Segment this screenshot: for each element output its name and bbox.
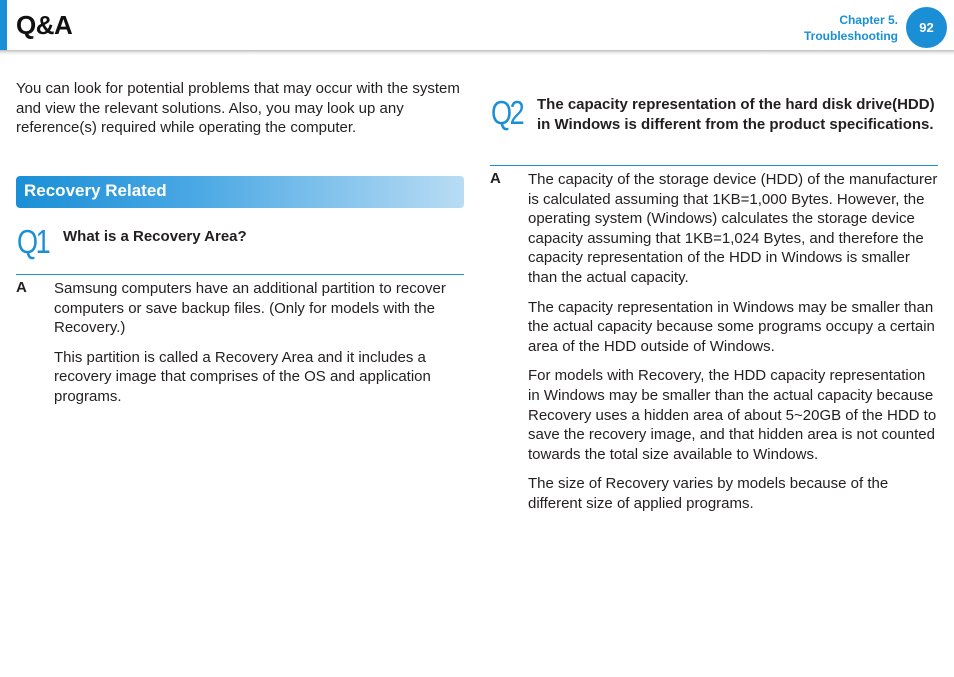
q2-answer-paragraph: The capacity representation in Windows may be smaller than the actual capacity because some programs occupy a certain area of the HDD outside of Windows. bbox=[528, 298, 935, 355]
page-number-badge: 92 bbox=[906, 7, 947, 48]
q1-answer-paragraph: This partition is called a Recovery Area and it includes a recovery image that comprises of the OS and application programs. bbox=[54, 348, 431, 405]
chapter-name: Troubleshooting bbox=[804, 29, 898, 43]
header-divider bbox=[0, 50, 954, 55]
q1-answer-paragraph: Samsung computers have an additional partition to recover computers or save backup files. (Only for models with the Recovery.) bbox=[54, 280, 446, 337]
intro-paragraph: You can look for potential problems that may occur with the system and view the relevant solutions. Also, you may look up any reference(s) required while operating the computer. bbox=[16, 80, 460, 137]
page-title: Q&A bbox=[16, 10, 73, 40]
page-header bbox=[0, 0, 954, 56]
q2-answer-paragraph: The capacity of the storage device (HDD) of the manufacturer is calculated assuming that 1KB=1,000 Bytes. However, the operating system (Windows) calculates the storage device capacity assuming that 1KB=1,024 Bytes, and therefore the capacity representation of the HDD in Windows is smaller than the actual capacity. bbox=[528, 171, 938, 286]
chapter-label bbox=[804, 12, 898, 44]
header-accent-bar bbox=[0, 0, 7, 52]
q2-answer-label: A bbox=[490, 170, 501, 187]
section-header bbox=[16, 176, 464, 208]
q1-divider bbox=[16, 274, 464, 275]
q1-question: What is a Recovery Area? bbox=[63, 228, 247, 245]
q2-answer-paragraph: The size of Recovery varies by models because of the different size of applied programs. bbox=[528, 475, 889, 512]
q2-divider bbox=[490, 165, 938, 166]
q2-question: The capacity representation of the hard disk drive(HDD) in Windows is different from the product specifications. bbox=[537, 96, 935, 133]
q2-label: Q2 bbox=[491, 94, 523, 131]
q1-label: Q1 bbox=[17, 223, 49, 260]
q1-answer-label: A bbox=[16, 279, 27, 296]
chapter-number: Chapter 5. bbox=[839, 13, 898, 27]
q1-answer bbox=[54, 279, 464, 417]
q2-answer-paragraph: For models with Recovery, the HDD capacity representation in Windows may be smaller than the actual capacity because Recovery uses a hidden area of about 5~20GB of the HDD to save the recovery image, and that hidden area is not counted towards the total size available to Windows. bbox=[528, 367, 937, 463]
q2-answer bbox=[528, 170, 940, 524]
section-title: Recovery Related bbox=[24, 181, 167, 200]
